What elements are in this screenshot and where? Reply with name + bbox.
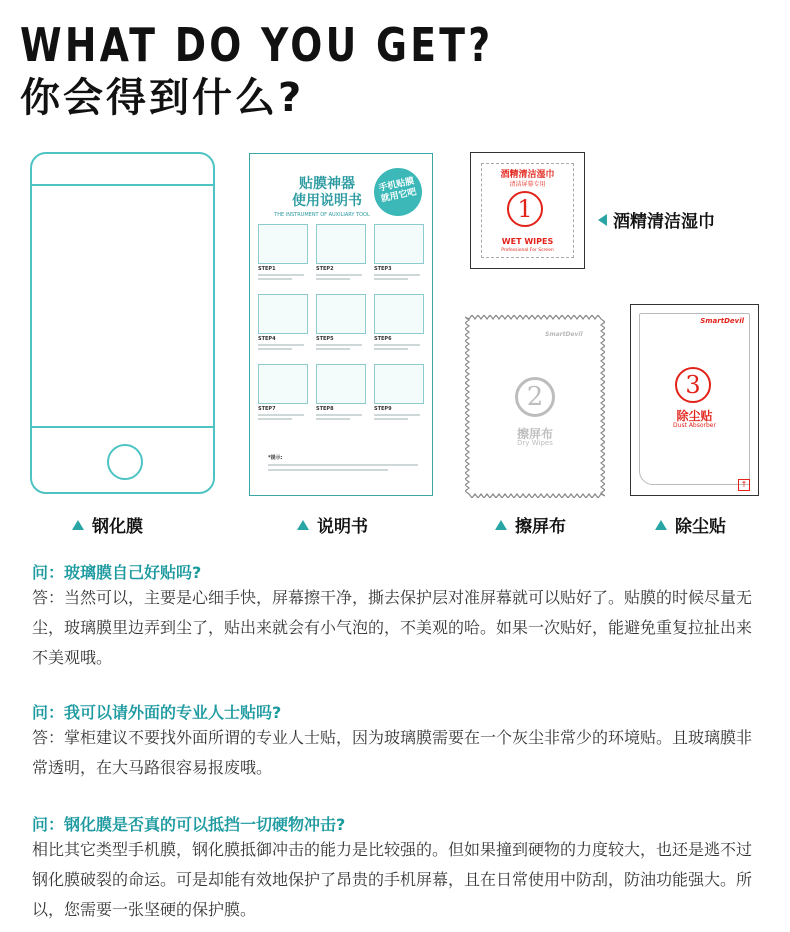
tips-text [268, 464, 418, 466]
manual-badge: 手机贴膜 就用它吧 [370, 164, 427, 221]
step-label: STEP4 [258, 336, 276, 342]
step-text [316, 348, 350, 350]
step-text [258, 344, 304, 346]
step-image [374, 294, 424, 334]
step-text [374, 348, 408, 350]
step-text [374, 414, 420, 416]
step-text [258, 274, 304, 276]
manual-subtitle: THE INSTRUMENT OF AUXILIARY TOOL [274, 212, 370, 218]
screen-area [32, 184, 213, 428]
caption-label: 说明书 [317, 517, 368, 537]
wet-wipe-callout-label: 酒精清洁湿巾 [613, 212, 715, 232]
step-text [316, 344, 362, 346]
wet-wipe-label-small: Professional For Screen [501, 248, 554, 253]
step-text [316, 414, 362, 416]
step-label: STEP2 [316, 266, 334, 272]
manual-title-line2: 使用说明书 [292, 193, 362, 209]
caption-tempered-glass [72, 512, 143, 537]
step-label: STEP8 [316, 406, 334, 412]
triangle-left-icon [598, 214, 607, 226]
step-image [374, 364, 424, 404]
tips-text [268, 469, 388, 471]
caption-dry-wipe [495, 512, 566, 537]
dust-absorber-number-badge: 3 [675, 367, 711, 403]
step-image [258, 364, 308, 404]
step-image [258, 294, 308, 334]
caption-label: 擦屏布 [515, 517, 566, 537]
arrow-up-icon: ↑ [738, 479, 750, 491]
dust-absorber-brand: SmartDevil [700, 317, 744, 325]
step-label: STEP3 [374, 266, 392, 272]
page-title-en: WHAT DO YOU GET? [20, 18, 494, 72]
wet-wipe-callout [598, 207, 715, 232]
step-label: STEP9 [374, 406, 392, 412]
wet-wipe-subtitle: 清洁屏幕专用 [509, 181, 546, 188]
caption-dust-absorber [655, 512, 726, 537]
step-text [316, 278, 350, 280]
step-image [316, 364, 366, 404]
dust-absorber-label-en: Dust Absorber [673, 422, 716, 429]
page-title-cn: 你会得到什么? [20, 75, 305, 121]
wet-wipe-label-en: WET WIPES [501, 237, 554, 246]
triangle-up-icon [655, 520, 667, 530]
step-text [258, 418, 292, 420]
step-text [258, 414, 304, 416]
faq-answer: 答：当然可以，主要是心细手快，屏幕擦干净，撕去保护层对准屏幕就可以贴好了。贴膜的时候尽量无尘，玻璃膜里边弄到尘了，贴出来就会有小气泡的，不美观的哈。如果一次贴好，能避免重复拉扯出来不美观哦。 [32, 588, 753, 667]
step-text [374, 418, 408, 420]
step-text [316, 274, 362, 276]
step-text [374, 274, 420, 276]
step-label: STEP1 [258, 266, 276, 272]
step-text [374, 344, 420, 346]
tempered-glass-illustration [30, 152, 215, 494]
manual-step [374, 224, 424, 280]
caption-label: 除尘贴 [675, 517, 726, 537]
manual-tips [268, 454, 418, 471]
dry-wipe-label-en: Dry Wipes [517, 439, 553, 447]
wet-wipe-title: 酒精清洁湿巾 [500, 170, 555, 180]
wet-wipe-number-badge: 1 [507, 191, 543, 227]
faq-answer: 相比其它类型手机膜，钢化膜抵御冲击的能力是比较强的。但如果撞到硬物的力度较大，也还是逃不过钢化膜破裂的命运。可是却能有效地保护了昂贵的手机屏幕，且在日常使用中防刮，防油功能强大。所以，您需要一张坚硬的保护膜。 [32, 840, 753, 919]
step-text [258, 348, 292, 350]
manual-step [316, 224, 366, 280]
manual-title [282, 176, 372, 210]
faq-question: 问：玻璃膜自己好贴吗? [32, 563, 202, 582]
step-image [374, 224, 424, 264]
step-text [316, 418, 350, 420]
manual-step [316, 294, 366, 350]
triangle-up-icon [297, 520, 309, 530]
manual-step [374, 294, 424, 350]
manual-step [374, 364, 424, 420]
tips-label: *提示: [268, 455, 283, 461]
faq-answer: 答：掌柜建议不要找外面所谓的专业人士贴，因为玻璃膜需要在一个灰尘非常少的环境贴。且玻璃膜非常透明，在大马路很容易报废哦。 [32, 728, 753, 777]
triangle-up-icon [72, 520, 84, 530]
manual-title-line1: 贴膜神器 [299, 176, 355, 192]
manual-step [258, 294, 308, 350]
faq-question: 问：我可以请外面的专业人士贴吗? [32, 703, 282, 722]
step-text [374, 278, 408, 280]
wet-wipe-illustration [470, 152, 585, 269]
step-label: STEP7 [258, 406, 276, 412]
dry-wipe-illustration [465, 315, 605, 498]
dust-absorber-label-cn: 除尘贴 [676, 409, 713, 423]
manual-illustration [249, 153, 433, 496]
step-image [316, 224, 366, 264]
step-label: STEP5 [316, 336, 334, 342]
dry-wipe-brand: SmartDevil [545, 331, 583, 338]
dry-wipe-number-badge: 2 [515, 377, 555, 417]
caption-manual [297, 512, 368, 537]
step-image [316, 294, 366, 334]
triangle-up-icon [495, 520, 507, 530]
manual-step [258, 364, 308, 420]
manual-step [258, 224, 308, 280]
manual-step [316, 364, 366, 420]
home-button-icon [107, 444, 143, 480]
step-label: STEP6 [374, 336, 392, 342]
step-text [258, 278, 292, 280]
dry-wipe-label-cn: 擦屏布 [516, 427, 553, 441]
dust-absorber-illustration [630, 304, 759, 496]
caption-label: 钢化膜 [92, 517, 143, 537]
faq-question: 问：钢化膜是否真的可以抵挡一切硬物冲击? [32, 815, 346, 834]
step-image [258, 224, 308, 264]
